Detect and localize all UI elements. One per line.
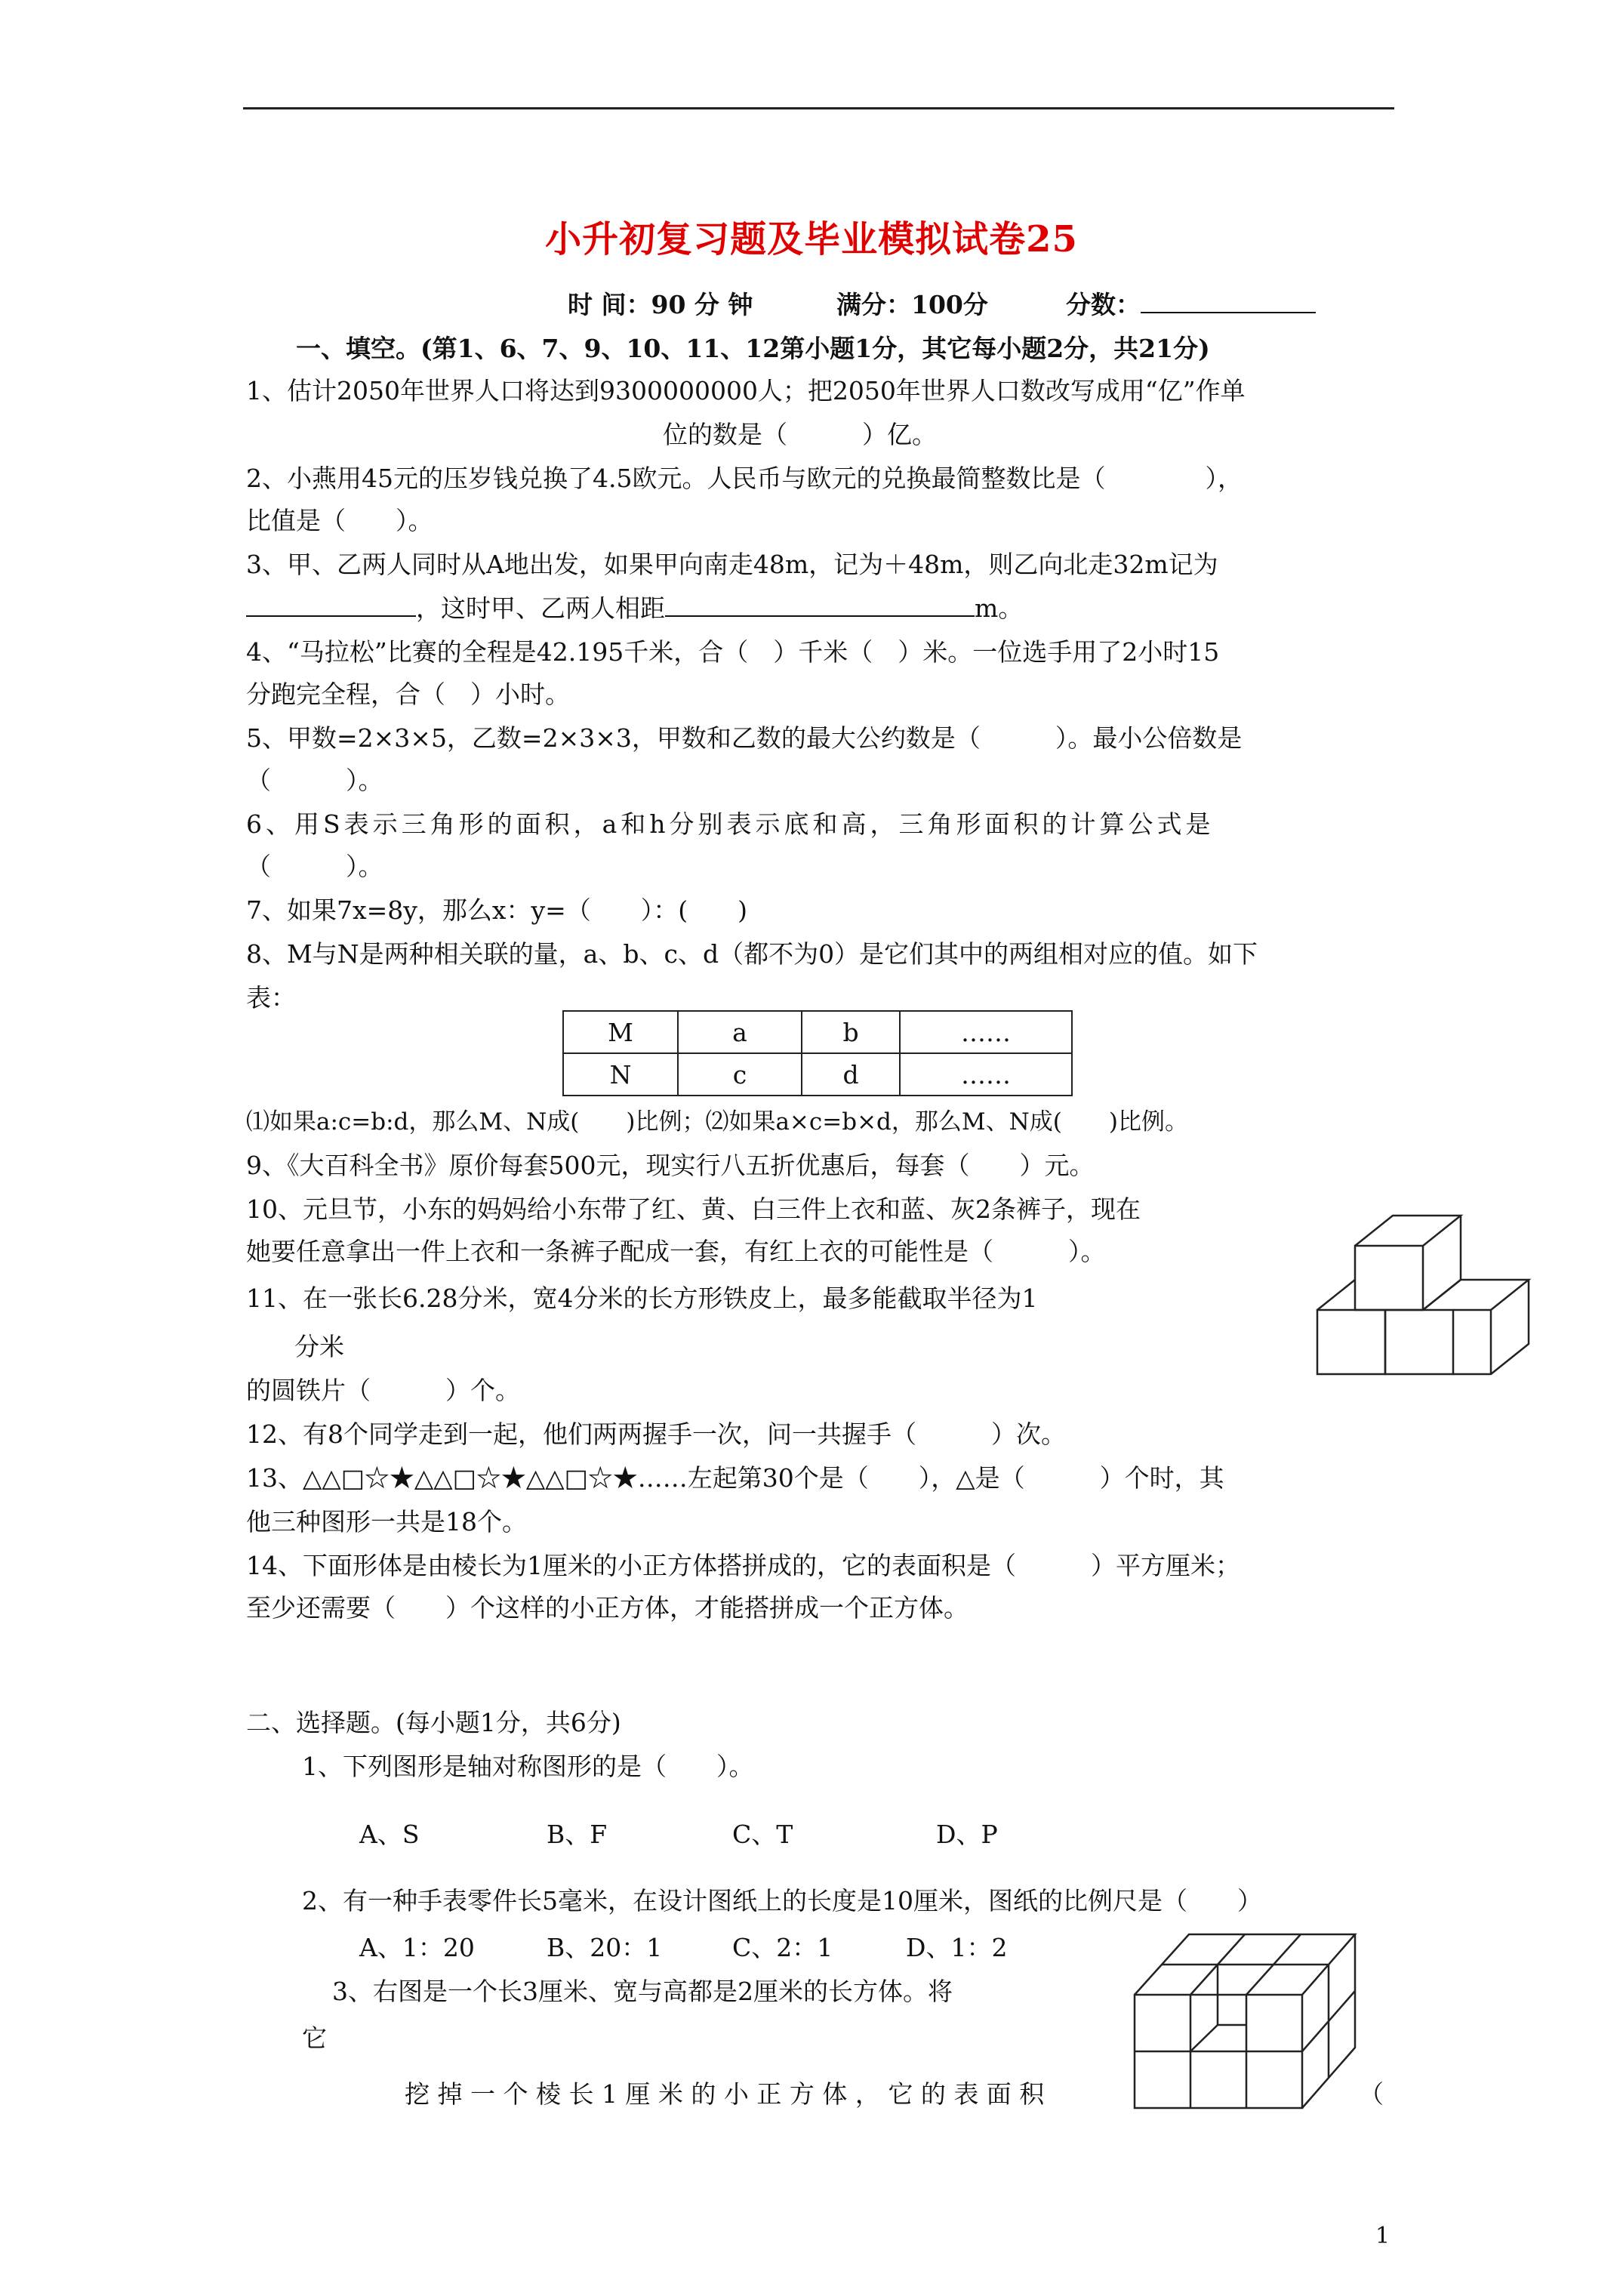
q8-line3: ⑴如果a:c=b:d，那么M、N成( )比例；⑵如果a×c=b×d，那么M、N成( )比例。 xyxy=(246,1108,1188,1136)
table-cell: N xyxy=(563,1053,678,1096)
s2-q1-option-c: C、T xyxy=(732,1820,793,1849)
q6-line2: （ ）。 xyxy=(246,852,383,881)
page-title: 小升初复习题及毕业模拟试卷25 xyxy=(545,218,1078,260)
meta-full-score: 满分：100分 xyxy=(836,290,988,319)
s2-q2-option-b: B、20：1 xyxy=(547,1933,663,1962)
s2-q2-line: 2、有一种手表零件长5毫米，在设计图纸上的长度是10厘米，图纸的比例尺是（ ） xyxy=(302,1886,1262,1915)
section2-heading: 二、选择题。(每小题1分，共6分) xyxy=(246,1708,621,1737)
s2-q3-line4: （ xyxy=(1359,2079,1384,2109)
meta-score: 分数： xyxy=(1066,288,1316,322)
s2-q3-line2: 它 xyxy=(302,2023,327,2053)
header-rule xyxy=(243,107,1394,109)
table-cell: …… xyxy=(900,1053,1072,1096)
table-cell: c xyxy=(678,1053,802,1096)
q14-line1: 14、下面形体是由棱长为1厘米的小正方体搭拼成的，它的表面积是（ ）平方厘米； xyxy=(246,1551,1240,1580)
q3-line2: ，这时甲、乙两人相距 m。 xyxy=(246,592,1023,625)
s2-q2-option-c: C、2：1 xyxy=(732,1933,833,1962)
q10-line2: 她要任意拿出一件上衣和一条裤子配成一套，有红上衣的可能性是（ ）。 xyxy=(246,1237,1106,1266)
s2-q3-line3: 挖 掉 一 个 棱 长 1 厘 米 的 小 正 方 体 ， 它 的 表 面 积 xyxy=(405,2079,1045,2109)
q12-line: 12、有8个同学走到一起，他们两两握手一次，问一共握手（ ）次。 xyxy=(246,1419,1066,1449)
table-cell: b xyxy=(802,1011,900,1053)
cuboid-figure xyxy=(1129,1927,1363,2116)
q4-line2: 分跑完全程，合（ ）小时。 xyxy=(246,680,570,709)
q8-line1: 8、M与N是两种相关联的量，a、b、c、d（都不为0）是它们其中的两组相对应的值。如下 xyxy=(246,939,1258,969)
q1-line1: 1、估计2050年世界人口将达到9300000000人；把2050年世界人口数改写成用“亿”作单 xyxy=(246,376,1246,405)
table-cell: d xyxy=(802,1053,900,1096)
q9-line: 9、《大百科全书》原价每套500元，现实行八五折优惠后，每套（ ）元。 xyxy=(246,1151,1095,1180)
q13-line1: 13、△△□☆★△△□☆★△△□☆★……左起第30个是（ ），△是（ ）个时，其 xyxy=(246,1463,1224,1493)
q11-line3: 的圆铁片（ ）个。 xyxy=(246,1376,520,1405)
q14-line2: 至少还需要（ ）个这样的小正方体，才能搭拼成一个正方体。 xyxy=(246,1593,969,1623)
page-number: 1 xyxy=(1375,2223,1390,2249)
s2-q1-option-d: D、P xyxy=(936,1820,998,1849)
table-cell: …… xyxy=(900,1011,1072,1053)
s2-q2-option-a: A、1：20 xyxy=(359,1933,475,1962)
cube-stack-figure xyxy=(1310,1208,1555,1389)
table-cell: M xyxy=(563,1011,678,1053)
q2-line1: 2、小燕用45元的压岁钱兑换了4.5欧元。人民币与欧元的兑换最简整数比是（ ）， xyxy=(246,464,1243,493)
table-row xyxy=(563,1053,1072,1096)
s2-q1-option-a: A、S xyxy=(359,1820,420,1849)
q10-line1: 10、元旦节，小东的妈妈给小东带了红、黄、白三件上衣和蓝、灰2条裤子，现在 xyxy=(246,1194,1141,1224)
s2-q1-option-b: B、F xyxy=(547,1820,608,1849)
table-cell: a xyxy=(678,1011,802,1053)
mn-table xyxy=(562,1010,1073,1096)
q11-line1: 11、在一张长6.28分米，宽4分米的长方形铁皮上，最多能截取半径为1 xyxy=(246,1284,1038,1313)
q6-line1: 6、用S表示三角形的面积，a和h分别表示底和高，三角形面积的计算公式是 xyxy=(246,809,1215,839)
q5-line1: 5、甲数=2×3×5，乙数=2×3×3，甲数和乙数的最大公约数是（ ）。最小公倍数是 xyxy=(246,723,1243,753)
q5-line2: （ ）。 xyxy=(246,766,383,795)
s2-q3-line1: 3、右图是一个长3厘米、宽与高都是2厘米的长方体。将 xyxy=(332,1977,953,2006)
table-row xyxy=(563,1011,1072,1053)
q3-line1: 3、甲、乙两人同时从A地出发，如果甲向南走48m，记为＋48m，则乙向北走32m记为 xyxy=(246,550,1218,579)
q11-line2: 分米 xyxy=(294,1332,344,1361)
section1-heading: 一、填空。(第1、6、7、9、10、11、12第小题1分，其它每小题2分，共21分) xyxy=(296,334,1210,363)
q3-blank2 xyxy=(665,593,975,617)
q4-line1: 4、“马拉松”比赛的全程是42.195千米，合（ ）千米（ ）米。一位选手用了2小时15 xyxy=(246,637,1220,667)
s2-q2-option-d: D、1：2 xyxy=(906,1933,1008,1962)
q3-blank1 xyxy=(246,593,416,617)
meta-time: 时 间：90 分 钟 xyxy=(568,290,753,319)
score-blank xyxy=(1141,289,1316,313)
q8-line2: 表： xyxy=(246,983,296,1012)
q2-line2: 比值是（ ）。 xyxy=(246,506,433,535)
q1-line2: 位的数是（ ）亿。 xyxy=(663,420,937,449)
q7-line: 7、如果7x=8y，那么x：y=（ ）：( ) xyxy=(246,895,748,925)
q13-line2: 他三种图形一共是18个。 xyxy=(246,1507,527,1536)
s2-q1-line: 1、下列图形是轴对称图形的是（ ）。 xyxy=(302,1752,754,1781)
